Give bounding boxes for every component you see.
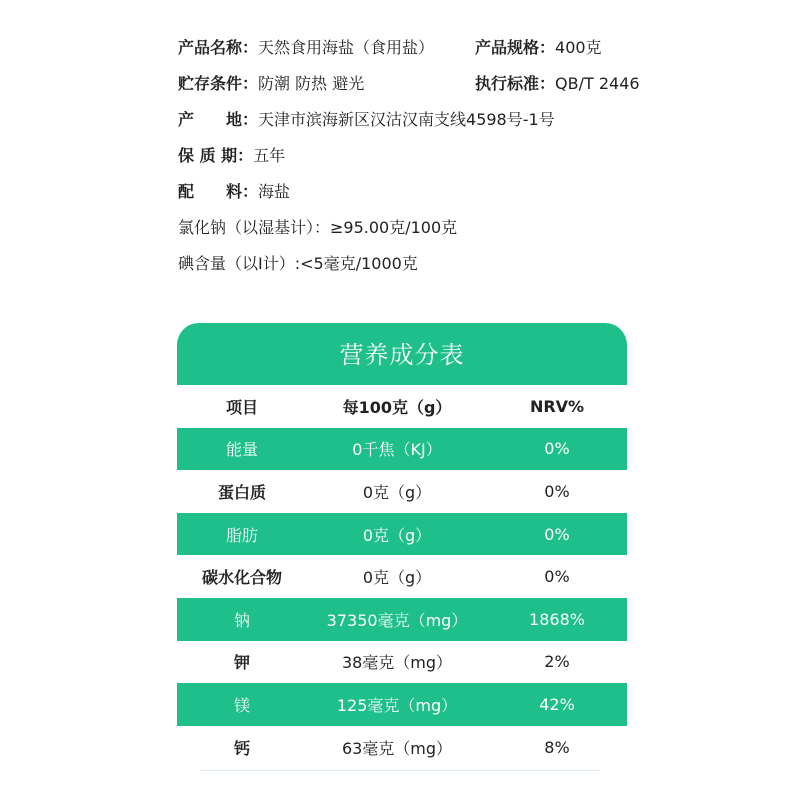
header-item: 项目 xyxy=(177,385,307,428)
spec-label: 产品规格： xyxy=(475,38,556,57)
table-row xyxy=(177,683,627,726)
row-nrv: 8% xyxy=(487,726,627,769)
nutrition-panel xyxy=(177,323,627,768)
table-row xyxy=(177,726,627,769)
ingredients-label: 配 料： xyxy=(178,182,259,201)
standard-label: 执行标准： xyxy=(475,74,556,93)
table-row xyxy=(177,598,627,641)
row-nrv: 1868% xyxy=(487,598,627,641)
row-amount: 63毫克（mg） xyxy=(307,726,487,769)
row-amount: 0克（g） xyxy=(307,555,487,598)
header-nrv: NRV% xyxy=(487,385,627,428)
standard-field xyxy=(475,66,640,102)
row-item: 碳水化合物 xyxy=(177,555,307,598)
info-row-ingredients xyxy=(178,174,738,210)
row-item: 钾 xyxy=(177,641,307,684)
row-nrv: 0% xyxy=(487,513,627,556)
info-row-origin xyxy=(178,102,738,138)
row-nrv: 0% xyxy=(487,470,627,513)
row-nrv: 0% xyxy=(487,428,627,471)
table-row xyxy=(177,513,627,556)
row-item: 蛋白质 xyxy=(177,470,307,513)
origin-label: 产 地： xyxy=(178,110,259,129)
info-row-name xyxy=(178,30,738,66)
origin-value: 天津市滨海新区汉沽汉南支线4598号-1号 xyxy=(258,110,555,129)
product-info xyxy=(178,30,738,282)
iodine-line: 碘含量（以I计）:<5毫克/1000克 xyxy=(178,254,418,273)
ingredients-value: 海盐 xyxy=(258,182,291,201)
row-amount: 0克（g） xyxy=(307,470,487,513)
name-value: 天然食用海盐（食用盐） xyxy=(258,38,435,57)
nutrition-table xyxy=(177,385,627,768)
row-amount: 0千焦（KJ） xyxy=(307,428,487,471)
info-row-storage xyxy=(178,66,738,102)
row-nrv: 0% xyxy=(487,555,627,598)
storage-value: 防潮 防热 避光 xyxy=(258,74,365,93)
row-amount: 37350毫克（mg） xyxy=(307,598,487,641)
bottom-divider xyxy=(200,770,600,771)
row-amount: 38毫克（mg） xyxy=(307,641,487,684)
row-nrv: 42% xyxy=(487,683,627,726)
row-item: 能量 xyxy=(177,428,307,471)
row-amount: 0克（g） xyxy=(307,513,487,556)
table-row xyxy=(177,428,627,471)
row-item: 镁 xyxy=(177,683,307,726)
row-item: 脂肪 xyxy=(177,513,307,556)
row-amount: 125毫克（mg） xyxy=(307,683,487,726)
info-row-shelf-life xyxy=(178,138,738,174)
nacl-line: 氯化钠（以湿基计）：≥95.00克/100克 xyxy=(178,218,458,237)
spec-value: 400克 xyxy=(555,38,602,57)
header-amount: 每100克（g） xyxy=(307,385,487,428)
shelf-value: 五年 xyxy=(253,146,286,165)
row-item: 钙 xyxy=(177,726,307,769)
table-row xyxy=(177,641,627,684)
table-row xyxy=(177,555,627,598)
storage-label: 贮存条件： xyxy=(178,74,259,93)
table-row xyxy=(177,470,627,513)
name-label: 产品名称： xyxy=(178,38,259,57)
row-item: 钠 xyxy=(177,598,307,641)
nutrition-title: 营养成分表 xyxy=(177,323,627,385)
spec-field xyxy=(475,30,602,66)
row-nrv: 2% xyxy=(487,641,627,684)
shelf-label: 保 质 期： xyxy=(178,146,254,165)
standard-value: QB/T 2446 xyxy=(555,74,640,93)
table-header-row xyxy=(177,385,627,428)
